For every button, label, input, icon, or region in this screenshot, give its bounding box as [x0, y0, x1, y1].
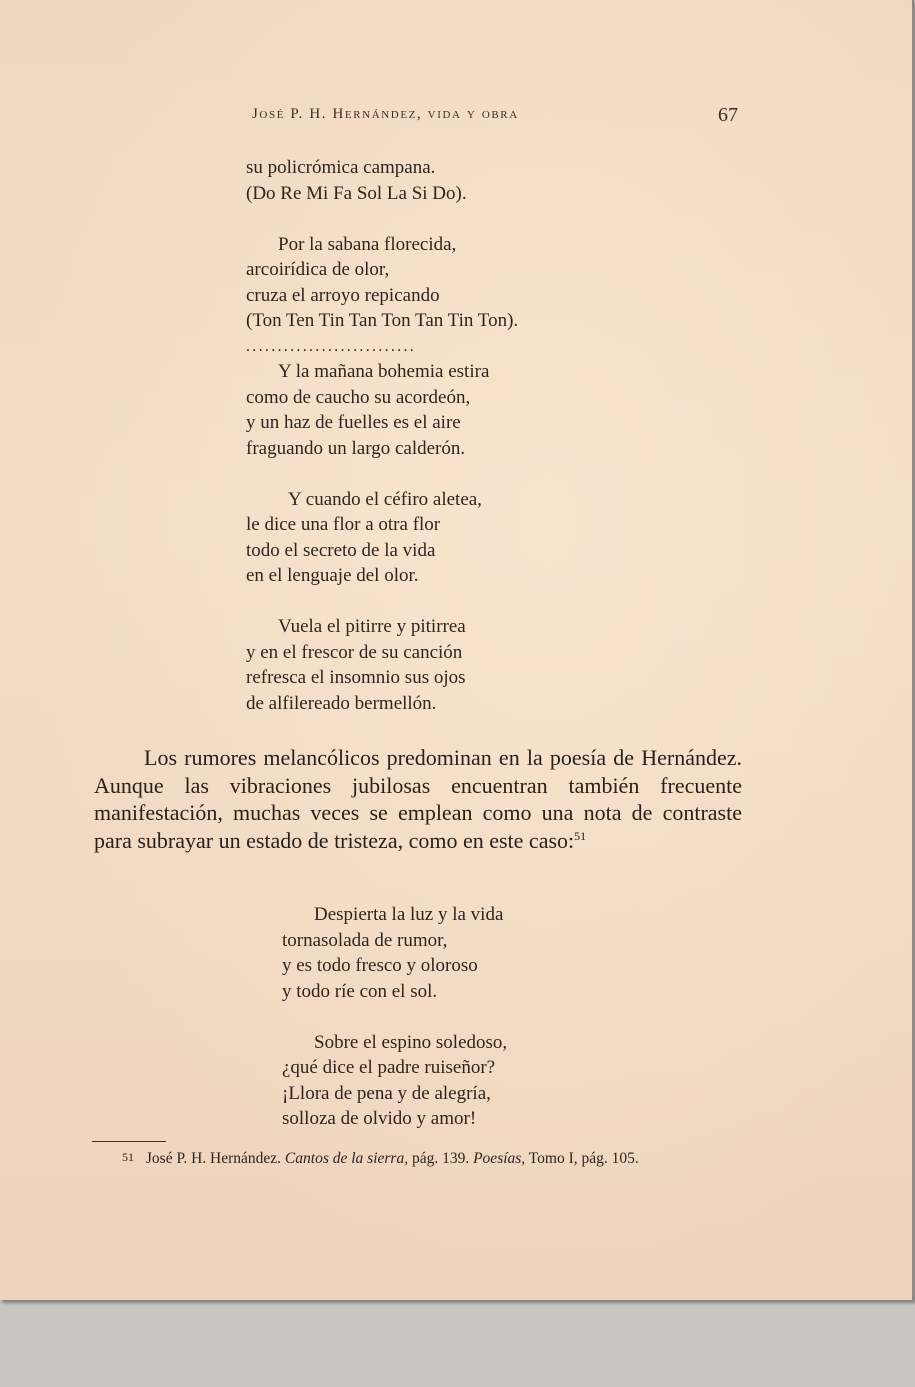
paragraph-text: Los rumores melancólicos predominan en la poesía de Hernández. Aunque las vibraciones jubilosas encuentran también frecuente manifestación, muchas veces se emplean como una nota de contraste para subrayar un estado de tristeza, como en este caso:: [94, 745, 742, 853]
verse-line: su policrómica campana.: [246, 157, 436, 178]
verse-line: todo el secreto de la vida: [246, 539, 436, 561]
footnote-work-title: Cantos de la sierra,: [284, 1150, 409, 1167]
verse-line: y en el frescor de su canción: [246, 641, 463, 663]
verse-line: refresca el insomnio sus ojos: [246, 667, 466, 688]
verse-line: y todo ríe con el sol.: [282, 980, 438, 1002]
verse-line: fraguando un largo calderón.: [246, 437, 466, 459]
verse-line: de alfilereado bermellón.: [246, 692, 437, 714]
verse-line: Y la mañana bohemia estira: [278, 361, 490, 382]
verse-line: Y cuando el céfiro aletea,: [288, 488, 482, 510]
stanza: [246, 614, 518, 716]
stanza: [282, 902, 507, 1004]
stanza: [246, 232, 518, 334]
footnote-work-title: Poesías,: [473, 1150, 526, 1167]
verse-line: (Do Re Mi Fa Sol La Si Do).: [246, 182, 467, 204]
verse-line: en el lenguaje del olor.: [246, 565, 419, 586]
footnote-author: José P. H. Hernández.: [145, 1150, 282, 1167]
verse-line: (Ton Ten Tin Tan Ton Tan Tin Ton).: [246, 310, 519, 331]
footnote: [122, 1150, 639, 1168]
stanza: [246, 487, 518, 589]
stanza: [282, 1030, 507, 1132]
running-title: José P. H. Hernández, vida y obra: [252, 106, 519, 122]
stanza: [246, 359, 518, 461]
verse-line: solloza de olvido y amor!: [282, 1108, 477, 1129]
verse-line: y es todo fresco y oloroso: [282, 955, 478, 976]
verse-line: como de caucho su acordeón,: [246, 386, 471, 408]
verse-line: Despierta la luz y la vida: [314, 904, 504, 925]
verse-line: Por la sabana florecida,: [278, 233, 457, 255]
footnote-pages: pág. 139.: [411, 1150, 470, 1167]
footnote-divider: [92, 1141, 166, 1142]
footnote-number: 51: [122, 1150, 134, 1164]
verse-line: y un haz de fuelles es el aire: [246, 412, 461, 433]
verse-block-bottom: [282, 902, 507, 1132]
page-number: 67: [718, 104, 738, 126]
verse-line: cruza el arroyo repicando: [246, 284, 440, 306]
page-header: [0, 104, 912, 128]
verse-line: le dice una flor a otra flor: [246, 514, 441, 535]
verse-line: ¿qué dice el padre ruiseñor?: [282, 1057, 496, 1078]
verse-line: tornasolada de rumor,: [282, 929, 448, 951]
verse-line: ¡Llora de pena y de alegría,: [282, 1082, 491, 1104]
footnote-reference[interactable]: 51: [574, 828, 587, 843]
verse-line: arcoirídica de olor,: [246, 259, 390, 280]
verse-block-top: [246, 155, 518, 716]
stanza: [246, 155, 518, 206]
verse-line: Vuela el pitirre y pitirrea: [278, 616, 466, 637]
ellipsis-separator: ...........................: [246, 337, 417, 355]
footnote-pages: Tomo I, pág. 105.: [528, 1150, 639, 1167]
prose-paragraph: [94, 744, 742, 854]
verse-line: Sobre el espino soledoso,: [314, 1031, 508, 1053]
